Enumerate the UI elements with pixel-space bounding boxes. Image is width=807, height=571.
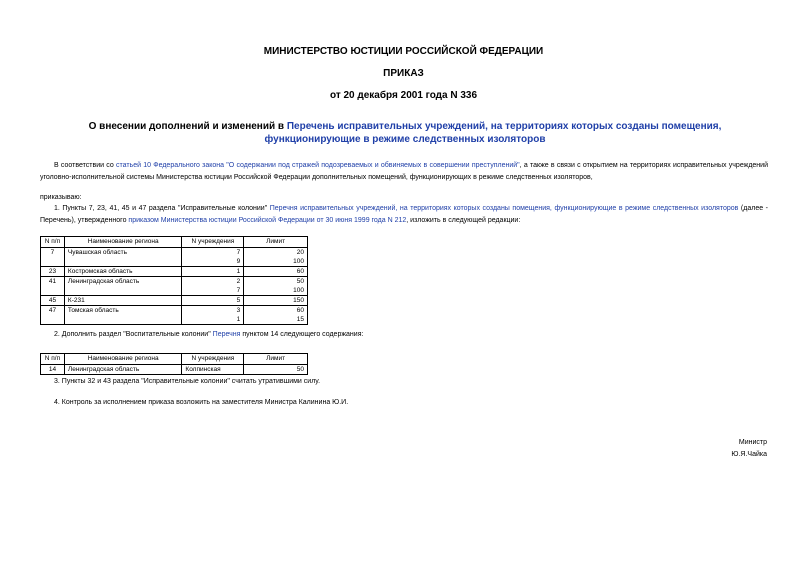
limit-value: 50 <box>296 278 304 285</box>
facility-value: 7 <box>236 249 241 256</box>
cell-limit: 60 <box>244 267 308 277</box>
cell-facility <box>182 277 244 296</box>
cell-limit <box>244 248 308 267</box>
item-2-text-1: 2. Дополнить раздел "Воспитательные колонии" <box>54 331 213 338</box>
title-link-list[interactable]: Перечень исправительных учреждений, на территориях которых созданы помещения, функционирующие в режиме следственных изоляторов <box>264 121 722 145</box>
item-3-paragraph: 3. Пункты 32 и 43 раздела "Исправительные колонии" считать утратившими силу. <box>54 378 321 385</box>
title-prefix: О внесении дополнений и изменений в <box>88 121 287 132</box>
limit-value: 20 <box>296 249 304 256</box>
facility-value: 1 <box>236 316 241 323</box>
table-row <box>41 296 308 306</box>
item-2-text-2: пунктом 14 следующего содержания: <box>240 331 364 338</box>
cell-limit: 150 <box>244 296 308 306</box>
limit-value: 15 <box>296 316 304 323</box>
header-num: N п/п <box>41 354 65 365</box>
header-limit: Лимит <box>244 237 308 248</box>
facility-value: 9 <box>236 258 241 265</box>
limit-value: 100 <box>293 258 304 265</box>
item-2-paragraph <box>54 329 363 341</box>
item-1-list-link[interactable]: Перечня исправительных учреждений, на территориях которых созданы помещения, функционирующие в режиме следственных изоляторов <box>269 205 739 212</box>
limit-value: 100 <box>293 287 304 294</box>
document-title <box>50 120 760 146</box>
cell-facility: 5 <box>182 296 244 306</box>
cell-limit: 50 <box>244 365 308 375</box>
signature-position: Министр <box>738 439 767 446</box>
cell-region: К-231 <box>64 296 182 306</box>
facility-value: 3 <box>236 307 241 314</box>
doc-type-heading: ПРИКАЗ <box>383 68 424 79</box>
preamble-text-1: В соответствии со <box>54 162 116 169</box>
header-facility: N учреждения <box>182 354 244 365</box>
table-2 <box>40 353 308 375</box>
cell-region: Ленинградская область <box>64 277 182 296</box>
cell-facility <box>182 248 244 267</box>
facility-value: 7 <box>236 287 241 294</box>
header-region: Наименование региона <box>64 354 182 365</box>
table-row <box>41 365 308 375</box>
cell-num: 7 <box>41 248 65 267</box>
item-1-text-3: , изложить в следующей редакции: <box>406 217 521 224</box>
date-number-heading: от 20 декабря 2001 года N 336 <box>329 90 478 101</box>
cell-num: 45 <box>41 296 65 306</box>
header-facility: N учреждения <box>182 237 244 248</box>
limit-value: 60 <box>296 307 304 314</box>
item-1-text-1: 1. Пункты 7, 23, 41, 45 и 47 раздела "Исправительные колонии" <box>54 205 270 212</box>
cell-facility: 1 <box>182 267 244 277</box>
table-2-header-row <box>41 354 308 365</box>
cell-region: Костромская область <box>64 267 182 277</box>
cell-facility: Колпинская <box>182 365 244 375</box>
signature-name: Ю.Я.Чайка <box>731 451 767 458</box>
preamble-paragraph <box>40 160 768 184</box>
cell-limit <box>244 306 308 325</box>
cell-num: 23 <box>41 267 65 277</box>
cell-num: 14 <box>41 365 65 375</box>
cell-region: Томская область <box>64 306 182 325</box>
table-1-header-row <box>41 237 308 248</box>
header-region: Наименование региона <box>64 237 182 248</box>
item-4-paragraph: 4. Контроль за исполнением приказа возложить на заместителя Министра Калинина Ю.И. <box>54 399 349 406</box>
cell-facility <box>182 306 244 325</box>
cell-num: 47 <box>41 306 65 325</box>
cell-limit <box>244 277 308 296</box>
ministry-heading: МИНИСТЕРСТВО ЮСТИЦИИ РОССИЙСКОЙ ФЕДЕРАЦИИ <box>263 46 544 57</box>
preamble-text-2: , а также в связи с открытием на территориях исправительных учреждений уголовно-исполнительной системы Министерства юстиции Российской Федерации дополнительных помещений, функционирующих в режиме следственных изоляторов, <box>40 162 768 181</box>
item-1-order-link[interactable]: приказом Министерства юстиции Российской Федерации от 30 июня 1999 года N 212 <box>128 217 407 224</box>
item-1-text-2: (далее - Перечень), утвержденного <box>40 205 769 224</box>
header-num: N п/п <box>41 237 65 248</box>
facility-value: 2 <box>236 278 241 285</box>
cell-region: Ленинградская область <box>64 365 182 375</box>
table-row <box>41 248 308 267</box>
item-2-list-link[interactable]: Перечня <box>212 331 241 338</box>
cell-region: Чувашская область <box>64 248 182 267</box>
header-limit: Лимит <box>244 354 308 365</box>
table-row <box>41 306 308 325</box>
cell-num: 41 <box>41 277 65 296</box>
item-1-paragraph <box>40 203 768 227</box>
order-word: приказываю: <box>40 194 82 201</box>
table-row <box>41 267 308 277</box>
table-1 <box>40 236 308 325</box>
table-row <box>41 277 308 296</box>
preamble-law-link[interactable]: статьей 10 Федерального закона "О содержании под стражей подозреваемых и обвиняемых в совершении преступлений" <box>115 162 520 169</box>
